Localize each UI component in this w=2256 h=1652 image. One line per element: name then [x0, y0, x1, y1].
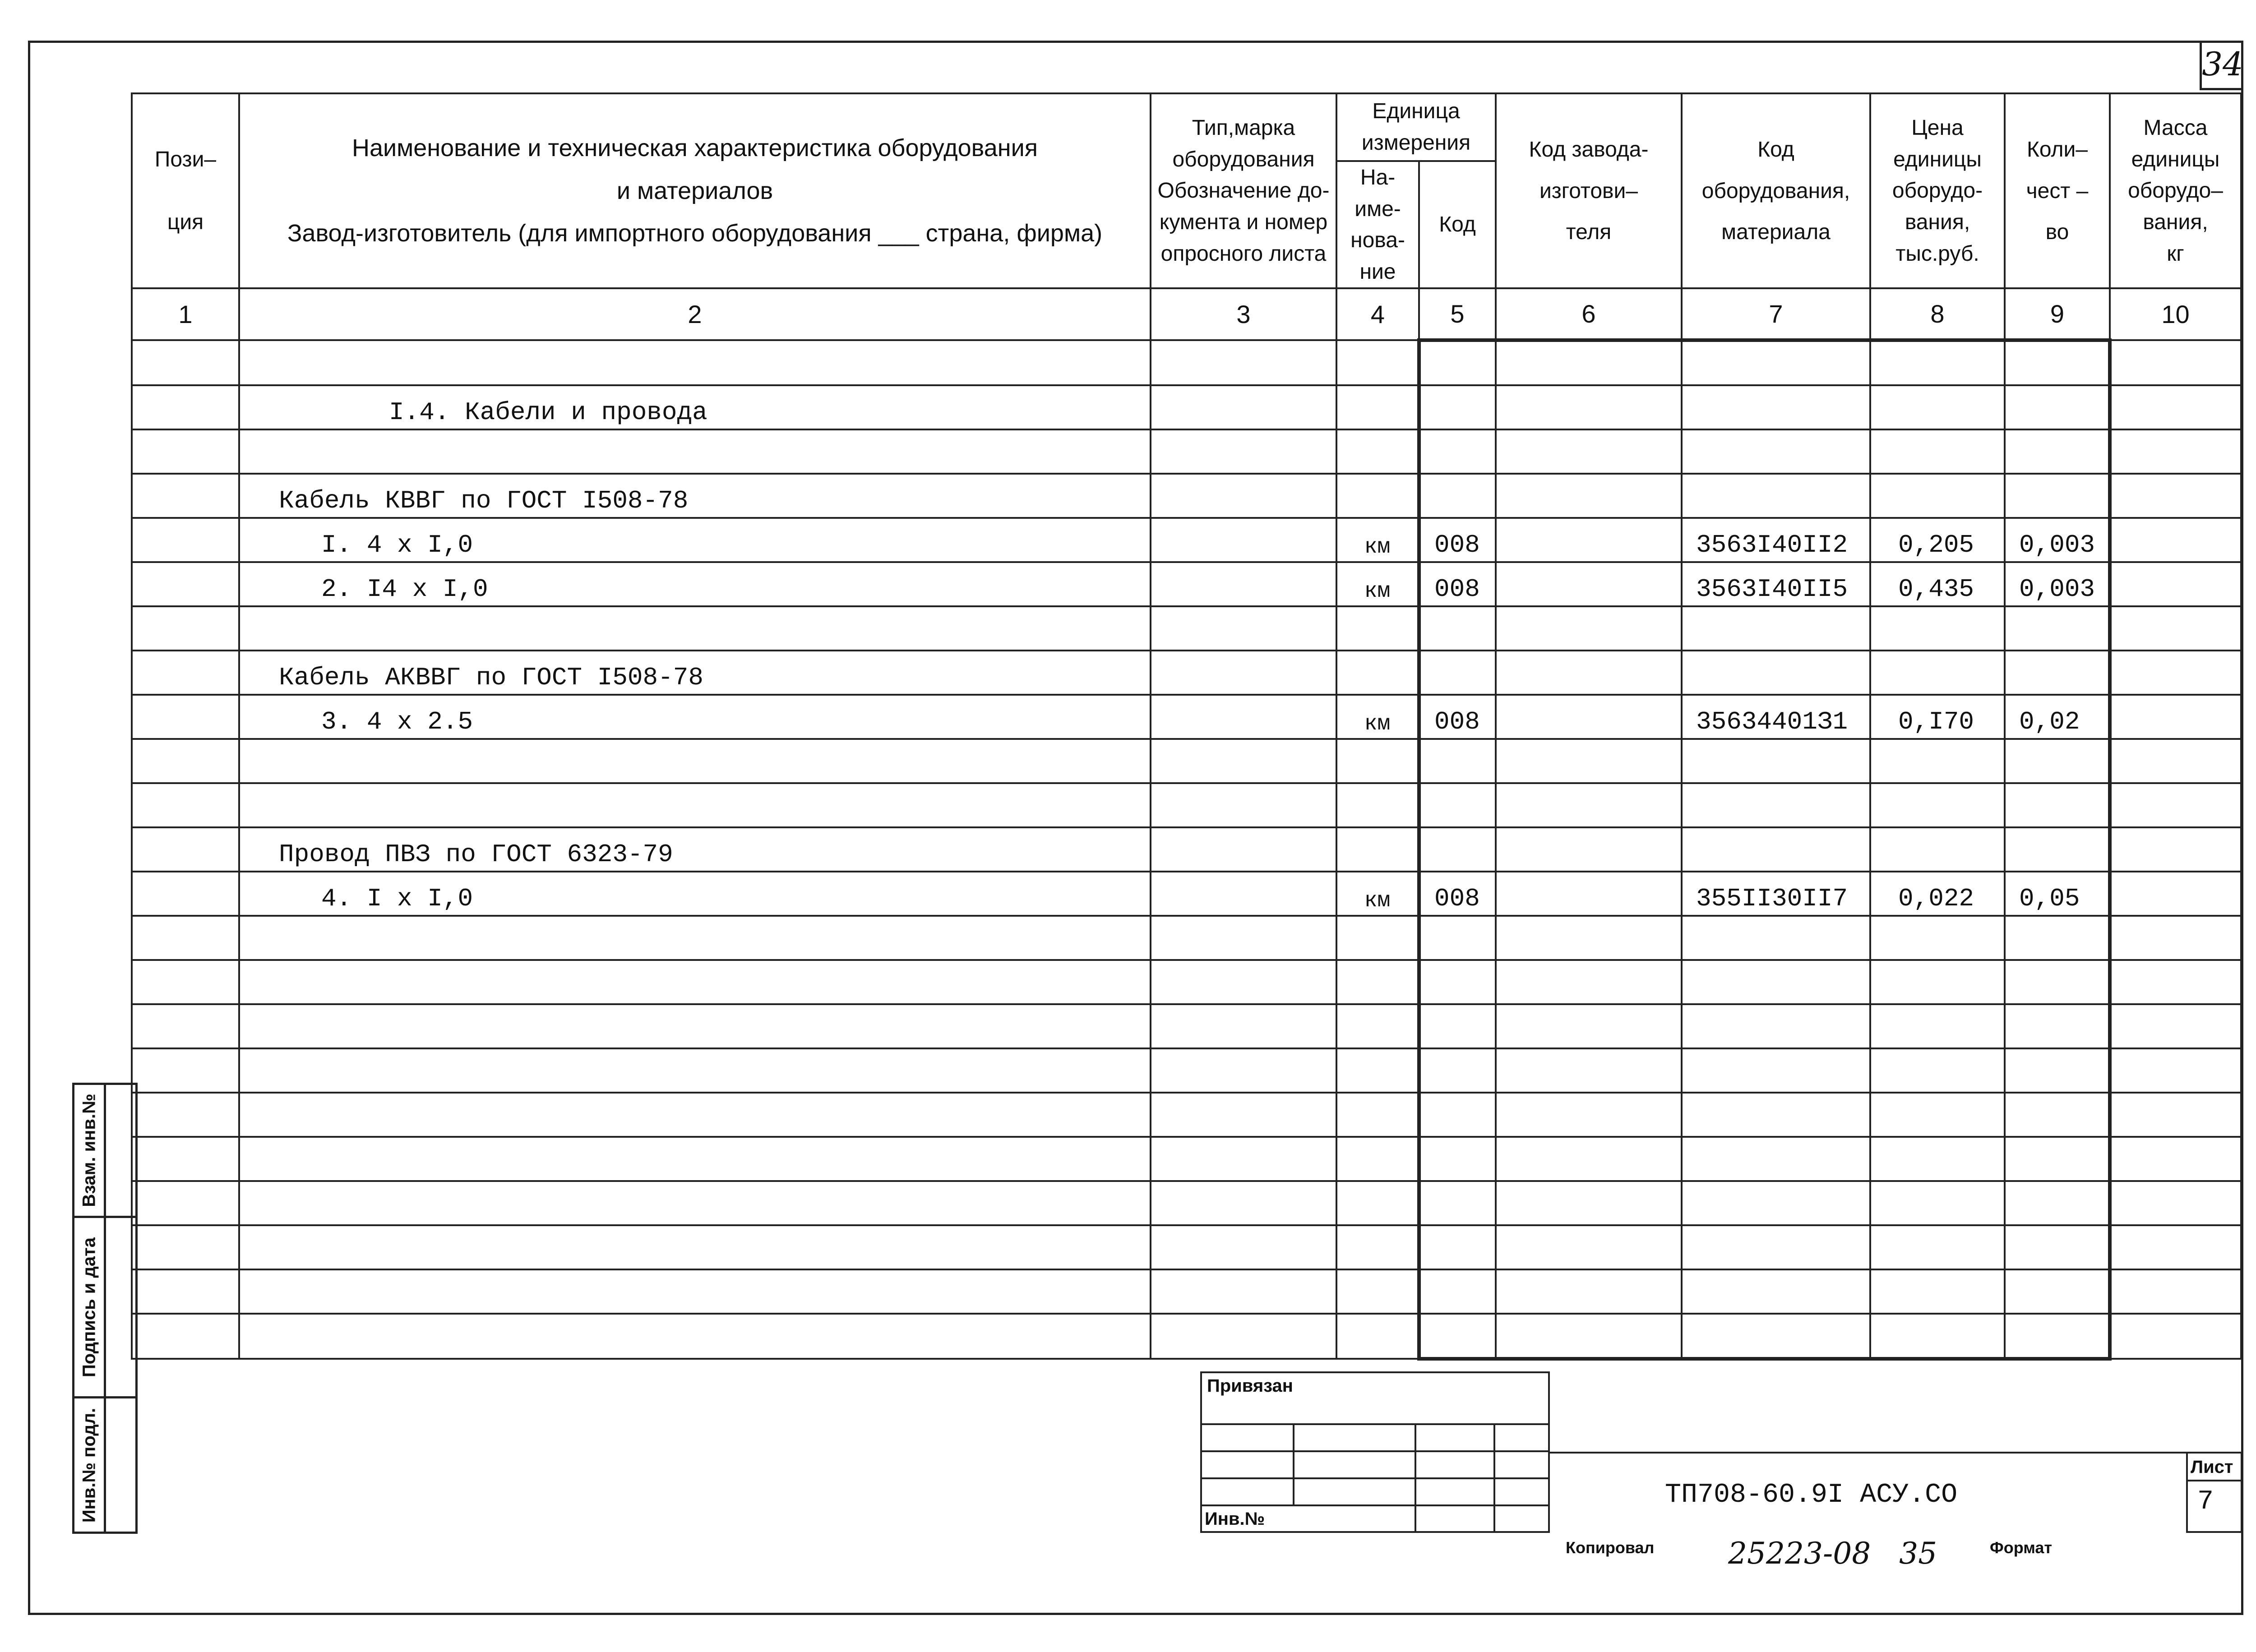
equipment-code-cell	[1682, 429, 1870, 474]
quantity-cell	[2005, 1225, 2110, 1269]
equipment-code-cell	[1682, 739, 1870, 783]
empty-cell	[1496, 340, 1682, 385]
empty-cell	[2110, 340, 2241, 385]
table-row	[132, 1225, 2241, 1269]
unit-name-cell	[1336, 429, 1419, 474]
inv-no-label: Инв.№	[1205, 1509, 1265, 1529]
item-name-cell	[239, 1181, 1151, 1225]
unit-code-cell: 008	[1419, 518, 1496, 562]
tb-vline-3	[1493, 1423, 1495, 1532]
tb-line-2	[1200, 1450, 1550, 1452]
header-unit-group: Единица измерения	[1336, 93, 1496, 161]
unit-name-cell	[1336, 1314, 1419, 1359]
empty-cell	[1496, 695, 1682, 739]
tb-vline-2	[1415, 1423, 1416, 1532]
empty-cell	[1151, 695, 1336, 739]
unit-name-cell: км	[1336, 518, 1419, 562]
unit-code-cell	[1419, 1004, 1496, 1048]
empty-cell	[1496, 739, 1682, 783]
item-name-cell	[239, 429, 1151, 474]
empty-cell	[1151, 1225, 1336, 1269]
equipment-code-cell	[1682, 1269, 1870, 1314]
item-name-cell	[239, 1004, 1151, 1048]
unit-name-cell	[1336, 783, 1419, 827]
quantity-cell	[2005, 429, 2110, 474]
quantity-cell	[2005, 1181, 2110, 1225]
empty-cell	[132, 429, 239, 474]
tb-line-4	[1200, 1504, 1550, 1506]
equipment-code-cell	[1682, 1093, 1870, 1137]
price-cell	[1870, 474, 2005, 518]
item-name-cell	[239, 340, 1151, 385]
empty-cell	[132, 562, 239, 606]
empty-cell	[1151, 518, 1336, 562]
header-quantity: Коли– чест – во	[2005, 93, 2110, 288]
empty-cell	[132, 960, 239, 1004]
price-cell	[1870, 916, 2005, 960]
unit-code-cell	[1419, 1137, 1496, 1181]
empty-cell	[2110, 518, 2241, 562]
equipment-code-cell	[1682, 1137, 1870, 1181]
unit-code-cell: 008	[1419, 562, 1496, 606]
empty-cell	[1151, 1004, 1336, 1048]
unit-name-cell	[1336, 606, 1419, 651]
equipment-code-cell	[1682, 385, 1870, 429]
table-row	[132, 1269, 2241, 1314]
quantity-cell	[2005, 960, 2110, 1004]
price-cell	[1870, 783, 2005, 827]
table-row	[132, 695, 2241, 739]
quantity-cell	[2005, 1137, 2110, 1181]
empty-cell	[1151, 606, 1336, 651]
unit-name-cell	[1336, 385, 1419, 429]
item-name-cell	[239, 960, 1151, 1004]
empty-cell	[1496, 1004, 1682, 1048]
empty-cell	[1496, 827, 1682, 872]
empty-cell	[1496, 1269, 1682, 1314]
empty-cell	[1151, 1181, 1336, 1225]
empty-cell	[132, 385, 239, 429]
empty-cell	[1151, 916, 1336, 960]
kopiroval-label: Копировал	[1566, 1538, 1655, 1557]
empty-cell	[2110, 783, 2241, 827]
side-border	[135, 1083, 138, 1534]
empty-cell	[1496, 1181, 1682, 1225]
quantity-cell	[2005, 651, 2110, 695]
empty-cell	[1151, 1314, 1336, 1359]
empty-cell	[1151, 739, 1336, 783]
empty-cell	[1151, 1048, 1336, 1093]
quantity-cell	[2005, 474, 2110, 518]
unit-name-cell: км	[1336, 562, 1419, 606]
item-name-cell: 3. 4 x 2.5	[239, 695, 1151, 739]
item-name-cell: Кабель АКВВГ по ГОСТ I508-78	[239, 651, 1151, 695]
header-unit-code: Код	[1419, 161, 1496, 288]
empty-cell	[2110, 429, 2241, 474]
empty-cell	[1151, 872, 1336, 916]
table-row	[132, 1181, 2241, 1225]
table-row	[132, 1093, 2241, 1137]
empty-cell	[1151, 1137, 1336, 1181]
item-name-cell	[239, 1093, 1151, 1137]
price-cell	[1870, 1181, 2005, 1225]
unit-code-cell	[1419, 385, 1496, 429]
quantity-cell	[2005, 1269, 2110, 1314]
table-row	[132, 827, 2241, 872]
quantity-cell	[2005, 783, 2110, 827]
empty-cell	[1496, 872, 1682, 916]
empty-cell	[1151, 562, 1336, 606]
table-row	[132, 960, 2241, 1004]
item-name-cell	[239, 606, 1151, 651]
empty-cell	[1496, 429, 1682, 474]
empty-cell	[132, 1181, 239, 1225]
header-mass: Масса единицы оборудо– вания, кг	[2110, 93, 2241, 288]
unit-code-cell	[1419, 960, 1496, 1004]
empty-cell	[132, 518, 239, 562]
table-row	[132, 385, 2241, 429]
unit-code-cell	[1419, 1048, 1496, 1093]
unit-name-cell	[1336, 1181, 1419, 1225]
privyazan-label: Привязан	[1207, 1376, 1293, 1396]
quantity-cell	[2005, 916, 2110, 960]
table-row	[132, 872, 2241, 916]
empty-cell	[1496, 1093, 1682, 1137]
table-row	[132, 518, 2241, 562]
empty-cell	[2110, 1269, 2241, 1314]
side-block-vzam-inv	[72, 1083, 138, 1218]
item-name-cell	[239, 1137, 1151, 1181]
item-name-cell	[239, 1225, 1151, 1269]
unit-code-cell	[1419, 1225, 1496, 1269]
unit-code-cell	[1419, 340, 1496, 385]
equipment-code-cell	[1682, 651, 1870, 695]
empty-cell	[2110, 1048, 2241, 1093]
quantity-cell	[2005, 385, 2110, 429]
empty-cell	[2110, 1093, 2241, 1137]
price-cell	[1870, 1004, 2005, 1048]
empty-cell	[2110, 1181, 2241, 1225]
unit-code-cell	[1419, 1181, 1496, 1225]
empty-cell	[2110, 827, 2241, 872]
sheet-corner-number: 34	[2200, 41, 2243, 90]
price-cell	[1870, 1137, 2005, 1181]
unit-name-cell	[1336, 916, 1419, 960]
price-cell	[1870, 1314, 2005, 1359]
price-cell	[1870, 827, 2005, 872]
item-name-cell	[239, 739, 1151, 783]
equipment-code-cell	[1682, 474, 1870, 518]
table-row	[132, 340, 2241, 385]
empty-cell	[132, 872, 239, 916]
table-row	[132, 783, 2241, 827]
empty-cell	[1496, 1314, 1682, 1359]
empty-cell	[1151, 385, 1336, 429]
price-cell: 0,205	[1870, 518, 2005, 562]
empty-cell	[132, 1004, 239, 1048]
header-price: Цена единицы оборудо- вания, тыс.руб.	[1870, 93, 2005, 288]
price-cell	[1870, 739, 2005, 783]
item-name-cell	[239, 1314, 1151, 1359]
empty-cell	[2110, 872, 2241, 916]
header-type: Тип,марка оборудования Обозначение до- кумента и номер опросного листа	[1151, 93, 1336, 288]
empty-cell	[132, 695, 239, 739]
equipment-code-cell	[1682, 960, 1870, 1004]
empty-cell	[1151, 783, 1336, 827]
header-name: Наименование и техническая характеристика оборудования и материалов Завод-изготовитель (для импортного оборудования ___ страна, фирма)	[239, 93, 1151, 288]
equipment-code-cell	[1682, 1225, 1870, 1269]
empty-cell	[132, 340, 239, 385]
price-cell	[1870, 1048, 2005, 1093]
item-name-cell: 4. I x I,0	[239, 872, 1151, 916]
price-cell	[1870, 651, 2005, 695]
equipment-code-cell	[1682, 1048, 1870, 1093]
empty-cell	[1496, 651, 1682, 695]
empty-cell	[132, 783, 239, 827]
equipment-code-cell	[1682, 1314, 1870, 1359]
equipment-code-cell	[1682, 606, 1870, 651]
side-label-vzam-inv: Взам. инв.№	[79, 1094, 99, 1207]
equipment-code-cell	[1682, 340, 1870, 385]
empty-cell	[1496, 385, 1682, 429]
table-row	[132, 562, 2241, 606]
quantity-cell	[2005, 827, 2110, 872]
header-plant-code: Код завода- изготови– теля	[1496, 93, 1682, 288]
item-name-cell: I. 4 x I,0	[239, 518, 1151, 562]
empty-cell	[1496, 518, 1682, 562]
price-cell: 0,435	[1870, 562, 2005, 606]
price-cell	[1870, 1093, 2005, 1137]
empty-cell	[132, 1269, 239, 1314]
price-cell: 0,I70	[1870, 695, 2005, 739]
empty-cell	[132, 1093, 239, 1137]
empty-cell	[2110, 1225, 2241, 1269]
empty-cell	[1496, 960, 1682, 1004]
item-name-cell	[239, 1048, 1151, 1093]
table-row	[132, 1048, 2241, 1093]
unit-name-cell	[1336, 651, 1419, 695]
sheet-number-divider	[2186, 1480, 2242, 1481]
table-row	[132, 1314, 2241, 1359]
empty-cell	[132, 1137, 239, 1181]
item-name-cell: I.4. Кабели и провода	[239, 385, 1151, 429]
unit-code-cell: 008	[1419, 872, 1496, 916]
empty-cell	[1151, 827, 1336, 872]
empty-cell	[2110, 1004, 2241, 1048]
unit-code-cell	[1419, 1314, 1496, 1359]
quantity-cell: 0,003	[2005, 518, 2110, 562]
tb-vline-1	[1293, 1423, 1294, 1504]
specification-table	[131, 92, 2242, 1361]
unit-code-cell	[1419, 783, 1496, 827]
price-cell	[1870, 960, 2005, 1004]
unit-name-cell: км	[1336, 872, 1419, 916]
unit-name-cell	[1336, 1225, 1419, 1269]
price-cell	[1870, 385, 2005, 429]
unit-name-cell	[1336, 474, 1419, 518]
equipment-code-cell: 3563I40II2	[1682, 518, 1870, 562]
item-name-cell: Провод ПВЗ по ГОСТ 6323-79	[239, 827, 1151, 872]
empty-cell	[1151, 1269, 1336, 1314]
table-row	[132, 651, 2241, 695]
empty-cell	[1496, 916, 1682, 960]
document-code: ТП708-60.9I АСУ.СО	[1665, 1480, 1958, 1510]
empty-cell	[132, 651, 239, 695]
item-name-cell	[239, 1269, 1151, 1314]
unit-name-cell	[1336, 1004, 1419, 1048]
empty-cell	[2110, 916, 2241, 960]
table-row	[132, 474, 2241, 518]
quantity-cell: 0,003	[2005, 562, 2110, 606]
empty-cell	[1151, 1093, 1336, 1137]
empty-cell	[2110, 474, 2241, 518]
empty-cell	[132, 1225, 239, 1269]
table-row	[132, 606, 2241, 651]
empty-cell	[1496, 1225, 1682, 1269]
tb-line-1	[1200, 1423, 1550, 1425]
empty-cell	[1496, 783, 1682, 827]
table-row	[132, 429, 2241, 474]
unit-code-cell	[1419, 739, 1496, 783]
side-label-signature-date: Подпись и дата	[79, 1237, 99, 1377]
empty-cell	[1496, 606, 1682, 651]
empty-cell	[2110, 1314, 2241, 1359]
empty-cell	[2110, 651, 2241, 695]
unit-name-cell	[1336, 960, 1419, 1004]
empty-cell	[132, 739, 239, 783]
side-block-signature-date	[72, 1216, 138, 1398]
unit-name-cell	[1336, 1048, 1419, 1093]
price-cell: 0,022	[1870, 872, 2005, 916]
header-position: Пози– ция	[132, 93, 239, 288]
empty-cell	[2110, 606, 2241, 651]
side-label-inv-podl: Инв.№ подл.	[79, 1407, 99, 1523]
unit-name-cell	[1336, 340, 1419, 385]
equipment-code-cell	[1682, 827, 1870, 872]
tb-line-3	[1200, 1477, 1550, 1479]
empty-cell	[1151, 474, 1336, 518]
equipment-code-cell	[1682, 1004, 1870, 1048]
equipment-code-cell	[1682, 916, 1870, 960]
format-label: Формат	[1990, 1538, 2053, 1557]
price-cell	[1870, 606, 2005, 651]
unit-code-cell	[1419, 474, 1496, 518]
quantity-cell	[2005, 739, 2110, 783]
empty-cell	[1496, 1048, 1682, 1093]
quantity-cell: 0,02	[2005, 695, 2110, 739]
quantity-cell	[2005, 1314, 2110, 1359]
header-equipment-code: Код оборудования, материала	[1682, 93, 1870, 288]
unit-name-cell	[1336, 1137, 1419, 1181]
handwritten-number: 25223-08 35	[1728, 1536, 1937, 1571]
unit-name-cell	[1336, 1269, 1419, 1314]
price-cell	[1870, 340, 2005, 385]
quantity-cell	[2005, 340, 2110, 385]
table-row	[132, 1004, 2241, 1048]
unit-code-cell	[1419, 1093, 1496, 1137]
unit-code-cell	[1419, 606, 1496, 651]
equipment-code-cell	[1682, 783, 1870, 827]
empty-cell	[2110, 695, 2241, 739]
empty-cell	[132, 827, 239, 872]
price-cell	[1870, 1269, 2005, 1314]
unit-name-cell: км	[1336, 695, 1419, 739]
empty-cell	[1151, 340, 1336, 385]
item-name-cell	[239, 783, 1151, 827]
quantity-cell	[2005, 606, 2110, 651]
equipment-code-cell	[1682, 1181, 1870, 1225]
empty-cell	[1496, 1137, 1682, 1181]
unit-code-cell	[1419, 429, 1496, 474]
empty-cell	[2110, 960, 2241, 1004]
unit-code-cell	[1419, 651, 1496, 695]
equipment-code-cell: 355II30II7	[1682, 872, 1870, 916]
unit-code-cell	[1419, 916, 1496, 960]
table-row	[132, 1137, 2241, 1181]
empty-cell	[132, 916, 239, 960]
unit-code-cell	[1419, 827, 1496, 872]
empty-cell	[132, 606, 239, 651]
unit-code-cell: 008	[1419, 695, 1496, 739]
equipment-code-cell: 3563I40II5	[1682, 562, 1870, 606]
empty-cell	[132, 1048, 239, 1093]
price-cell	[1870, 1225, 2005, 1269]
empty-cell	[1496, 474, 1682, 518]
empty-cell	[132, 1314, 239, 1359]
quantity-cell	[2005, 1048, 2110, 1093]
quantity-cell: 0,05	[2005, 872, 2110, 916]
table-row	[132, 739, 2241, 783]
sheet-number: 7	[2197, 1486, 2214, 1517]
side-block-inv-podl	[72, 1396, 138, 1534]
column-numbers-row: 1 2 3 4 5 6 7 8 9 10	[132, 288, 2241, 340]
unit-name-cell	[1336, 739, 1419, 783]
equipment-code-cell: 35634401З1	[1682, 695, 1870, 739]
doc-code-line	[1550, 1452, 2242, 1454]
empty-cell	[132, 474, 239, 518]
empty-cell	[1151, 960, 1336, 1004]
table-row	[132, 916, 2241, 960]
empty-cell	[1496, 562, 1682, 606]
item-name-cell	[239, 916, 1151, 960]
header-unit-name: На- име- нова- ние	[1336, 161, 1419, 288]
empty-cell	[1151, 429, 1336, 474]
price-cell	[1870, 429, 2005, 474]
unit-code-cell	[1419, 1269, 1496, 1314]
quantity-cell	[2005, 1004, 2110, 1048]
sheet-label: Лист	[2191, 1457, 2233, 1477]
empty-cell	[2110, 1137, 2241, 1181]
unit-name-cell	[1336, 1093, 1419, 1137]
empty-cell	[2110, 385, 2241, 429]
empty-cell	[2110, 562, 2241, 606]
empty-cell	[2110, 739, 2241, 783]
quantity-cell	[2005, 1093, 2110, 1137]
item-name-cell: 2. I4 x I,0	[239, 562, 1151, 606]
empty-cell	[1151, 651, 1336, 695]
unit-name-cell	[1336, 827, 1419, 872]
item-name-cell: Кабель КВВГ по ГОСТ I508-78	[239, 474, 1151, 518]
